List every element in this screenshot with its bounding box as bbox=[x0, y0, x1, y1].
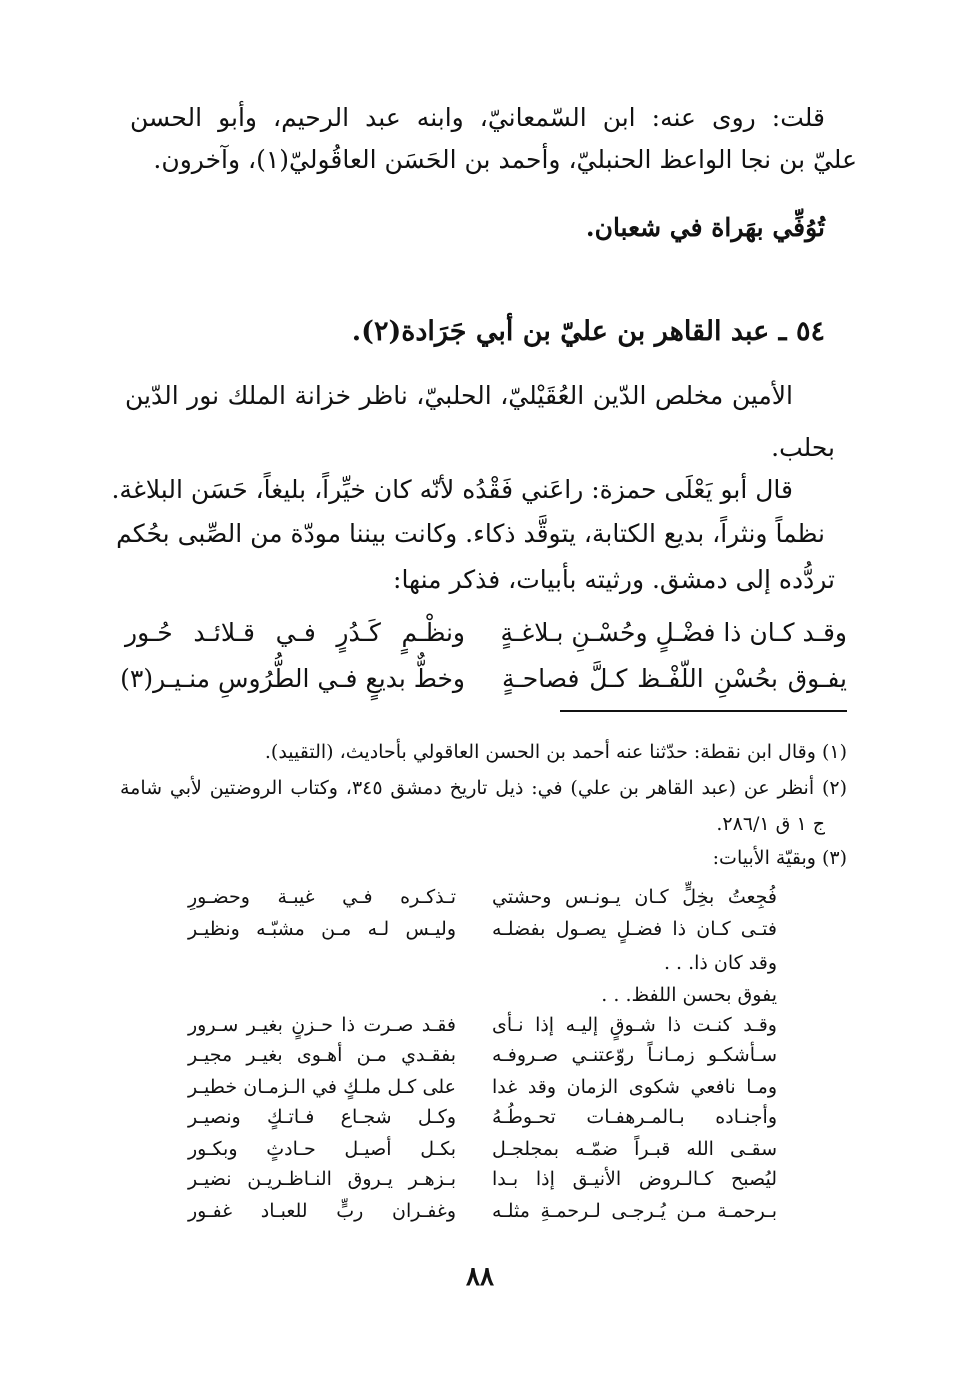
footnote-verse-10-right: ليُصبح كـالـروض الأنيـق إذا بـدا bbox=[492, 1168, 777, 1190]
footnote-verse-8-left: وكـل شجـاع فـاتـكٍ ونصيـر bbox=[188, 1106, 456, 1128]
paragraph-2-line-1: قال أبو يَعْلَى حمزة: راعَني فَقْدُه لأنّه كان خيِّراً، بليغاً، حَسَن البلاغة. bbox=[111, 475, 793, 504]
footnote-verse-11-left: وغفـران ربٍّ للعبـاد غفـور bbox=[188, 1200, 456, 1222]
footnote-divider bbox=[560, 710, 847, 712]
footnote-verse-2-right: فتـى كـان ذا فضـلٍ يصـول بفضلـه bbox=[492, 918, 777, 940]
footnote-verse-5-right: وقـد كنـت ذا شـوقٍ إليـه إذا نـأى bbox=[492, 1014, 777, 1036]
page-number: ٨٨ bbox=[466, 1262, 494, 1292]
death-note: تُوُفِّي بهَراة في شعبان. bbox=[585, 213, 825, 242]
paragraph-2-line-2: نظماً ونثراً، بديع الكتابة، يتوقَّد ذكاء. وكانت بيننا مودّة من الصِّبى بحُكم bbox=[116, 519, 825, 548]
footnote-1: (١) وقال ابن نقطة: حدّثنا عنه أحمد بن الحسن العاقولي بأحاديث، (التقييد). bbox=[264, 741, 847, 763]
footnote-verse-2-left: وليـس لـه مـن مشبّـه ونظيـر bbox=[188, 918, 456, 940]
paragraph-1-line-1: الأمين مخلص الدّين العُقَيْليّ، الحلبيّ، ناظر خزانة الملك نور الدّين bbox=[125, 381, 793, 410]
footnote-verse-10-left: بـزهـر يـروق النـاظـريـن نضيـر bbox=[188, 1168, 456, 1190]
main-verse-1-left: ونظْـمٍ كَـدُرٍ فـي قـلائـد حُـور bbox=[125, 618, 465, 647]
footnote-verse-6-right: سـأشكـو زمـانـاً روّعتنـي صـروفـه bbox=[492, 1044, 777, 1066]
intro-block bbox=[130, 98, 857, 180]
main-verse-1-right: وقـد كـان ذا فضْـلٍ وحُسْـنِ بـلاغـةٍ bbox=[500, 618, 847, 647]
footnote-verse-9-left: بكـل أصيـل حـادثٍ وبكـور bbox=[188, 1138, 456, 1160]
footnote-verse-7-left: على كـل ملـكٍ في الـزمـان خطيـر bbox=[188, 1076, 456, 1098]
footnote-2-line-2: ج ١ ق ٢٨٦/١. bbox=[716, 813, 825, 835]
footnote-3: (٣) وبقيّة الأبيات: bbox=[712, 847, 847, 869]
footnote-verse-5-left: فقـد صـرت ذا حـزنٍ بغيـر سـرور bbox=[188, 1014, 456, 1036]
footnote-verse-3-right: وقد كان ذا. . . bbox=[663, 952, 777, 974]
intro-line-1: قلت: روى عنه: ابن السّمعانيّ، وابنه عبد الرحيم، وأبو الحسن bbox=[130, 103, 825, 132]
main-verse-2-left: وخطٌّ بديعٍ فـي الطُّرُوسِ منـيـر(٣) bbox=[120, 664, 465, 693]
footnote-verse-6-left: بفقـدي مـن أهـوى بغيـر مجيـر bbox=[188, 1044, 456, 1066]
footnote-verse-1-right: فُجِعتُ بخِلٍّ كـان يـونـس وحشتي bbox=[492, 886, 777, 908]
main-verse-2-right: يفـوق بحُسْنِ اللّفْـظ كـلَّ فصاحـةٍ bbox=[502, 664, 847, 693]
entry-paragraph-1 bbox=[125, 376, 793, 460]
footnote-verse-4-right: يفوق بحسن اللفظ. . . bbox=[601, 984, 777, 1006]
paragraph-2-line-3: تردُّده إلى دمشق. ورثيته بأبيات، فذكر منها: bbox=[393, 565, 835, 594]
footnote-verse-11-right: بـرحمـة مـن يُـرجـى لـرحمـةِ مثلـه bbox=[492, 1200, 777, 1222]
footnote-2-line-1: (٢) أنظر عن (عبد القاهر بن علي) في: ذيل تاريخ دمشق ٣٤٥، وكتاب الروضتين لأبي شامة bbox=[120, 777, 847, 799]
footnote-verse-7-right: ومـا نافعي شكوى الزمان وقد غدا bbox=[492, 1076, 777, 1098]
paragraph-1-line-2: بحلب. bbox=[771, 433, 835, 462]
intro-line-2: عليّ بن نجا الواعظ الحنبليّ، وأحمد بن الحَسَن العاقُوليّ(١)، وآخرون. bbox=[153, 145, 857, 174]
footnote-verse-1-left: تـذكـره فـي غيبـة وحضـورِ bbox=[188, 886, 456, 908]
entry-heading: ٥٤ ـ عبد القاهر بن عليّ بن أبي جَرَادة(٢). bbox=[351, 316, 825, 347]
footnote-verse-9-right: سقـى الله قبـراً ضمّـه بمجلجـل bbox=[492, 1138, 777, 1160]
footnote-verse-8-right: وأجنـاده بـالمـرهفـات تحـوطُـهُ bbox=[492, 1106, 777, 1128]
